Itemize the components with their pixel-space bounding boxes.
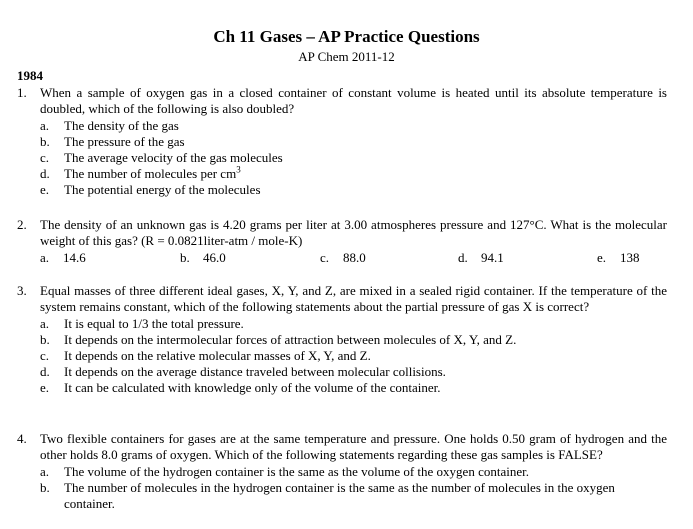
option-e: e. 138 (597, 250, 640, 265)
option-d-text: The number of molecules per cm (64, 166, 237, 181)
option-d: d. It depends on the average distance traveled between molecular collisions. (40, 364, 446, 379)
year-heading: 1984 (17, 68, 43, 83)
question-3 (17, 283, 667, 396)
question-stem: When a sample of oxygen gas in a closed container of constant volume is heated until its absolute temperature is doubled, which of the following is also doubled? (40, 85, 667, 116)
option-list (40, 118, 667, 198)
option-row (40, 250, 667, 266)
question-number: 2. (17, 217, 27, 232)
question-number: 1. (17, 85, 27, 100)
option-b: b. It depends on the intermolecular forces of attraction between molecules of X, Y, and Z. (40, 332, 517, 347)
option-b: b. The pressure of the gas (40, 134, 185, 149)
page-title: Ch 11 Gases – AP Practice Questions (213, 27, 480, 46)
option-b: b. 46.0 (180, 250, 226, 265)
question-number: 4. (17, 431, 27, 446)
page-subtitle: AP Chem 2011-12 (298, 49, 395, 64)
superscript-3: 3 (236, 164, 241, 175)
option-a: a. 14.6 (40, 250, 86, 265)
option-c: c. It depends on the relative molecular masses of X, Y, and Z. (40, 348, 371, 363)
option-list (40, 316, 667, 396)
option-c: c. 88.0 (320, 250, 366, 265)
option-c: c. The average velocity of the gas molecules (40, 150, 283, 165)
option-a: a. It is equal to 1/3 the total pressure. (40, 316, 244, 331)
option-d: d. The number of molecules per $cm^3$ (40, 164, 241, 181)
option-b: b. The number of molecules in the hydrogen container is the same as the number of molecules in the oxygen container. (40, 480, 615, 511)
option-a: a. The density of the gas (40, 118, 179, 133)
question-1 (17, 85, 667, 198)
question-stem: Equal masses of three different ideal gases, X, Y, and Z, are mixed in a sealed rigid container. If the temperature of the system remains constant, which of the following statements about the partial pressure of gas X is correct? (40, 283, 667, 314)
option-e: e. The potential energy of the molecules (40, 182, 261, 197)
question-4 (17, 431, 667, 512)
question-2 (17, 217, 667, 266)
question-stem: The density of an unknown gas is 4.20 grams per liter at 3.00 atmospheres pressure and 127°C. What is the molecular weight of this gas? (R = 0.0821liter-atm / mole-K) (40, 217, 667, 248)
option-d: d. 94.1 (458, 250, 504, 265)
option-list (40, 464, 667, 512)
option-e: e. It can be calculated with knowledge only of the volume of the container. (40, 380, 441, 395)
option-a: a. The volume of the hydrogen container is the same as the volume of the oxygen container. (40, 464, 529, 479)
question-stem: Two flexible containers for gases are at the same temperature and pressure. One holds 0.50 gram of hydrogen and the other holds 8.0 grams of oxygen. Which of the following statements regarding these gas samples is FALSE? (40, 431, 667, 462)
question-number: 3. (17, 283, 27, 298)
